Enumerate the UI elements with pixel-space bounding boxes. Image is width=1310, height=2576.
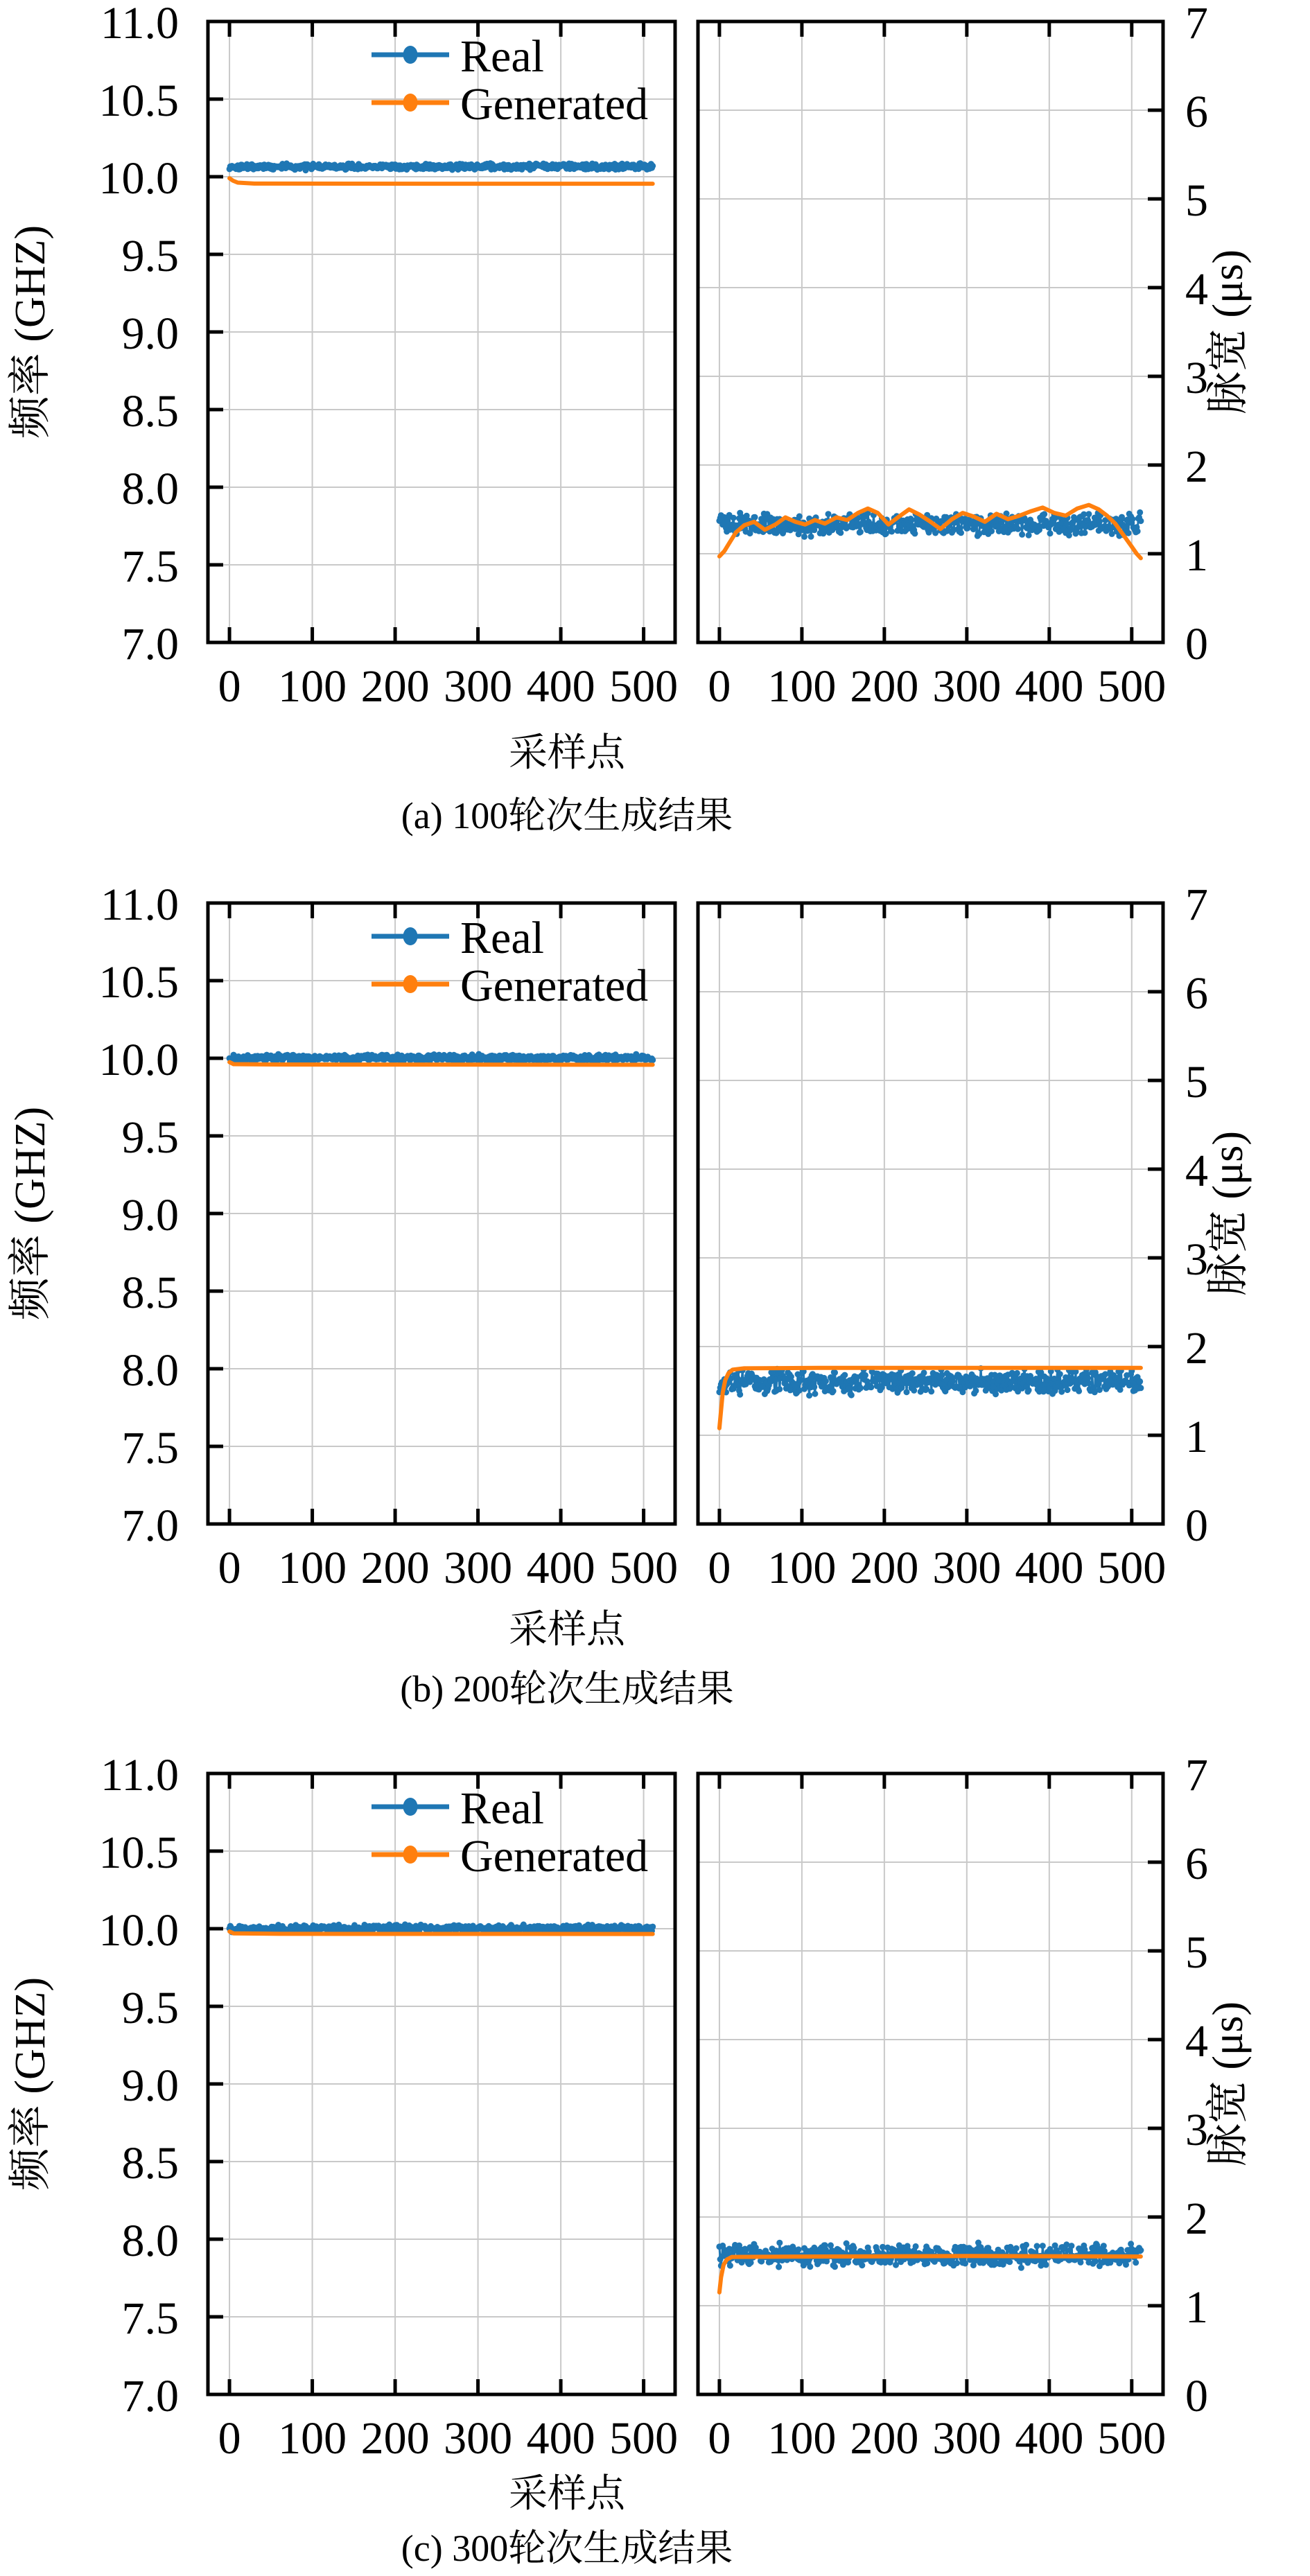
data-point-marker: [1023, 2242, 1029, 2248]
legend: [372, 31, 648, 130]
series-real: [716, 1365, 1144, 1399]
y-tick-label-right: 2: [1185, 441, 1208, 492]
series-generated: [229, 178, 653, 184]
x-tick-label: 300: [444, 2413, 513, 2464]
data-point-marker: [649, 1924, 656, 1930]
subfigure-caption: (b) 200轮次生成结果: [400, 1668, 734, 1710]
y-tick-label-right: 7: [1185, 1752, 1208, 1800]
y-tick-label-left: 7.0: [121, 1500, 179, 1551]
subfigure-a-svg: [0, 0, 1310, 882]
y-tick-label-right: 3: [1185, 2104, 1208, 2155]
legend-marker: [403, 927, 418, 945]
data-point-marker: [1126, 530, 1132, 536]
x-tick-label: 200: [360, 661, 430, 712]
y-tick-label-left: 9.0: [121, 2060, 179, 2111]
legend: [372, 913, 648, 1011]
y-tick-label-right: 4: [1185, 2015, 1208, 2067]
legend-label: Real: [460, 912, 544, 963]
data-point-marker: [1065, 1387, 1071, 1393]
x-tick-label: 400: [1015, 2413, 1084, 2464]
subfigure-b: [0, 882, 1310, 1752]
legend-label: Generated: [460, 78, 649, 130]
data-point-marker: [1068, 2243, 1074, 2249]
x-tick-label: 100: [278, 2413, 347, 2464]
y-tick-label-left: 9.5: [121, 230, 179, 281]
y-tick-label-right: 4: [1185, 1145, 1208, 1196]
y-tick-label-left: 8.5: [121, 1267, 179, 1318]
right-panel-ticks: [719, 903, 1163, 1524]
data-point-marker: [909, 1370, 916, 1376]
x-tick-label: 300: [932, 661, 1002, 712]
data-point-marker: [1076, 1388, 1082, 1394]
data-point-marker: [1137, 1378, 1143, 1385]
data-point-marker: [776, 2264, 782, 2270]
x-tick-label: 400: [526, 1543, 595, 1593]
y-tick-label-right: 6: [1185, 1838, 1208, 1889]
x-tick-label: 200: [360, 2413, 430, 2464]
x-tick-label: 0: [218, 661, 241, 712]
data-point-marker: [993, 1391, 999, 1397]
y-tick-label-left: 8.0: [121, 1344, 179, 1396]
data-series-group: [227, 1921, 656, 1935]
y-tick-label-right: 2: [1185, 1322, 1208, 1374]
data-point-marker: [828, 2242, 834, 2248]
data-point-marker: [1026, 1387, 1032, 1394]
data-point-marker: [1137, 518, 1144, 524]
data-point-marker: [1085, 1381, 1092, 1387]
y-tick-label-left: 10.0: [98, 1034, 179, 1085]
legend-label: Real: [460, 1782, 544, 1834]
data-point-marker: [808, 534, 814, 540]
y-tick-label-right: 4: [1185, 263, 1208, 315]
x-tick-label: 100: [767, 2413, 837, 2464]
y-tick-label-left: 9.5: [121, 1112, 179, 1163]
legend: [372, 1783, 648, 1882]
data-point-marker: [954, 2260, 960, 2266]
data-point-marker: [1040, 2243, 1046, 2249]
data-point-marker: [796, 514, 803, 520]
grid-lines: [698, 903, 1163, 1524]
data-point-marker: [837, 529, 844, 536]
y-tick-label-left: 10.5: [98, 1827, 179, 1878]
data-point-marker: [857, 1385, 864, 1391]
x-tick-label: 500: [609, 661, 679, 712]
legend-item-generated: [372, 79, 648, 130]
data-point-marker: [1085, 511, 1092, 517]
y-tick-label-left: 7.5: [121, 2293, 179, 2344]
subfigure-c-svg: [0, 1752, 1310, 2576]
data-point-marker: [1019, 532, 1025, 538]
x-tick-label: 200: [850, 1543, 919, 1593]
data-point-marker: [857, 529, 864, 535]
x-tick-label: 200: [360, 1543, 430, 1593]
x-tick-label: 200: [850, 661, 919, 712]
data-point-marker: [1041, 511, 1047, 517]
data-point-marker: [807, 2263, 813, 2270]
y-axis-label-left: 频率 (GHZ): [7, 1106, 54, 1321]
data-point-marker: [1137, 2248, 1144, 2254]
y-tick-label-right: 3: [1185, 352, 1208, 403]
data-point-marker: [737, 1392, 743, 1398]
data-point-marker: [752, 514, 758, 520]
y-tick-label-right: 6: [1185, 967, 1208, 1019]
legend-item-real: [372, 913, 544, 963]
data-point-marker: [812, 1391, 818, 1397]
data-point-marker: [1018, 2265, 1024, 2271]
subfigure-a: [0, 0, 1310, 882]
data-point-marker: [823, 1378, 829, 1385]
x-tick-label: 100: [767, 661, 837, 712]
data-point-marker: [796, 2246, 802, 2252]
data-point-marker: [830, 1388, 837, 1394]
y-axis-label-right: 脉宽 (μs): [1205, 249, 1252, 415]
data-point-marker: [862, 1372, 868, 1378]
x-axis-label: 采样点: [509, 732, 625, 775]
data-series-group: [716, 505, 1144, 559]
data-point-marker: [731, 515, 737, 521]
y-tick-label-left: 9.5: [121, 1982, 179, 2033]
y-tick-label-right: 7: [1185, 0, 1208, 49]
y-tick-label-right: 3: [1185, 1234, 1208, 1285]
x-tick-label: 100: [278, 661, 347, 712]
data-point-marker: [1092, 2258, 1099, 2264]
y-tick-label-left: 8.0: [121, 463, 179, 514]
y-tick-label-left: 9.0: [121, 308, 179, 359]
data-series-group: [716, 1365, 1144, 1428]
legend-item-real: [372, 1783, 544, 1834]
data-point-marker: [1082, 529, 1088, 536]
data-point-marker: [911, 1387, 917, 1394]
y-tick-label-right: 0: [1185, 2370, 1208, 2421]
legend-marker: [403, 975, 418, 993]
y-tick-label-right: 0: [1185, 618, 1208, 669]
data-point-marker: [911, 530, 918, 536]
y-tick-label-right: 1: [1185, 1411, 1208, 1462]
x-tick-label: 400: [1015, 1543, 1084, 1593]
x-tick-label: 0: [708, 2413, 731, 2464]
y-tick-label-left: 11.0: [100, 1752, 179, 1800]
x-tick-label: 300: [932, 1543, 1002, 1593]
data-point-marker: [649, 163, 656, 169]
data-point-marker: [776, 1386, 783, 1392]
x-tick-label: 500: [1097, 2413, 1167, 2464]
data-series-group: [227, 160, 656, 184]
y-tick-label-right: 2: [1185, 2193, 1208, 2244]
data-point-marker: [928, 1388, 934, 1394]
y-tick-label-right: 1: [1185, 2281, 1208, 2333]
data-point-marker: [841, 1372, 848, 1378]
y-tick-label-right: 5: [1185, 1056, 1208, 1107]
y-tick-label-left: 11.0: [100, 0, 179, 49]
grid-lines: [698, 21, 1163, 642]
data-point-marker: [1137, 1385, 1144, 1391]
y-tick-label-left: 10.5: [98, 75, 179, 126]
data-point-marker: [724, 518, 731, 524]
y-tick-label-left: 10.0: [98, 1904, 179, 1956]
data-point-marker: [1137, 509, 1143, 516]
x-tick-label: 300: [932, 2413, 1002, 2464]
legend-item-real: [372, 31, 544, 82]
legend-item-generated: [372, 1831, 648, 1882]
data-point-marker: [1006, 2259, 1013, 2265]
data-point-marker: [988, 528, 995, 534]
y-axis-label-left: 频率 (GHZ): [7, 1977, 54, 2191]
data-point-marker: [1085, 1375, 1091, 1381]
right-panel-ticks: [719, 21, 1163, 642]
x-axis-label: 采样点: [509, 1609, 625, 1651]
x-tick-label: 100: [278, 1543, 347, 1593]
data-point-marker: [1122, 523, 1128, 529]
subfigure-c: [0, 1752, 1310, 2576]
data-point-marker: [832, 1369, 838, 1376]
y-tick-label-left: 8.5: [121, 2137, 179, 2189]
data-point-marker: [846, 1385, 852, 1392]
data-point-marker: [806, 1392, 812, 1399]
panel-border: [698, 903, 1163, 1524]
x-tick-label: 500: [609, 1543, 679, 1593]
x-tick-label: 300: [444, 661, 513, 712]
data-point-marker: [921, 1369, 927, 1376]
y-tick-label-right: 7: [1185, 882, 1208, 930]
y-tick-label-right: 1: [1185, 529, 1208, 581]
legend-marker: [403, 46, 418, 64]
right-panel-ticks: [719, 1773, 1163, 2394]
y-axis-label-left: 频率 (GHZ): [7, 225, 54, 439]
legend-label: Real: [460, 30, 544, 82]
y-tick-label-left: 7.5: [121, 1422, 179, 1473]
legend-marker: [403, 1798, 418, 1816]
series-generated-line: [229, 178, 653, 184]
data-point-marker: [1026, 532, 1032, 538]
x-tick-label: 0: [218, 2413, 241, 2464]
series-real-markers: [716, 509, 1144, 540]
data-point-marker: [727, 2263, 733, 2269]
data-point-marker: [1015, 526, 1021, 532]
data-point-marker: [1058, 1389, 1065, 1395]
x-axis-label: 采样点: [509, 2473, 625, 2516]
data-point-marker: [1101, 2243, 1107, 2249]
y-tick-label-right: 5: [1185, 175, 1208, 226]
grid-lines: [698, 1773, 1163, 2394]
data-point-marker: [1043, 2261, 1049, 2268]
x-tick-label: 400: [526, 2413, 595, 2464]
x-tick-label: 500: [609, 2413, 679, 2464]
x-tick-label: 400: [1015, 661, 1084, 712]
x-tick-label: 400: [526, 661, 595, 712]
legend-label: Generated: [460, 960, 649, 1011]
y-axis-label-right: 脉宽 (μs): [1205, 2001, 1252, 2167]
x-tick-label: 0: [708, 1543, 731, 1593]
data-point-marker: [1033, 1376, 1039, 1382]
y-tick-label-right: 0: [1185, 1500, 1208, 1551]
data-point-marker: [913, 2243, 919, 2250]
legend-marker: [403, 1846, 418, 1864]
x-tick-label: 500: [1097, 661, 1167, 712]
series-real: [227, 160, 656, 173]
y-tick-label-left: 10.0: [98, 152, 179, 204]
data-point-marker: [801, 534, 807, 540]
data-point-marker: [1135, 528, 1141, 534]
data-point-marker: [958, 529, 964, 536]
data-point-marker: [1034, 2243, 1040, 2249]
series-real-markers: [227, 160, 656, 173]
data-point-marker: [848, 1392, 855, 1399]
legend-label: Generated: [460, 1830, 649, 1882]
subfigure-caption: (a) 100轮次生成结果: [401, 795, 733, 836]
data-point-marker: [1097, 518, 1103, 525]
y-tick-label-left: 8.5: [121, 385, 179, 437]
subfigure-caption: (c) 300轮次生成结果: [401, 2527, 733, 2569]
data-point-marker: [868, 1384, 874, 1390]
data-point-marker: [798, 1377, 804, 1383]
y-tick-label-right: 6: [1185, 86, 1208, 137]
data-point-marker: [859, 2262, 865, 2268]
y-tick-label-left: 11.0: [100, 882, 179, 930]
y-tick-label-left: 7.0: [121, 618, 179, 669]
data-point-marker: [1047, 530, 1054, 536]
data-point-marker: [1013, 2245, 1020, 2252]
panel-border: [698, 21, 1163, 642]
y-tick-label-left: 8.0: [121, 2215, 179, 2266]
data-point-marker: [1014, 1370, 1020, 1376]
x-tick-label: 0: [708, 661, 731, 712]
legend-marker: [403, 94, 418, 112]
data-point-marker: [832, 2263, 838, 2270]
y-tick-label-left: 7.5: [121, 541, 179, 592]
panel-border: [698, 1773, 1163, 2394]
data-point-marker: [1133, 2259, 1139, 2266]
data-point-marker: [904, 1389, 910, 1395]
y-tick-label-left: 10.5: [98, 956, 179, 1008]
data-series-group: [227, 1051, 656, 1065]
subfigure-b-svg: [0, 882, 1310, 1752]
x-tick-label: 200: [850, 2413, 919, 2464]
x-tick-label: 300: [444, 1543, 513, 1593]
data-series-group: [716, 2240, 1144, 2293]
data-point-marker: [811, 1384, 817, 1390]
data-point-marker: [649, 1057, 656, 1063]
series-real: [716, 509, 1144, 540]
data-point-marker: [1130, 516, 1136, 523]
y-tick-label-left: 7.0: [121, 2370, 179, 2421]
x-tick-label: 500: [1097, 1543, 1167, 1593]
data-point-marker: [1057, 1371, 1063, 1377]
legend-item-generated: [372, 961, 648, 1011]
data-point-marker: [972, 1387, 979, 1394]
y-tick-label-right: 5: [1185, 1927, 1208, 1978]
x-tick-label: 0: [218, 1543, 241, 1593]
y-tick-label-left: 9.0: [121, 1189, 179, 1241]
data-point-marker: [776, 2240, 783, 2246]
x-tick-label: 100: [767, 1543, 837, 1593]
data-point-marker: [889, 529, 895, 535]
y-axis-label-right: 脉宽 (μs): [1205, 1130, 1252, 1297]
data-point-marker: [826, 511, 832, 517]
